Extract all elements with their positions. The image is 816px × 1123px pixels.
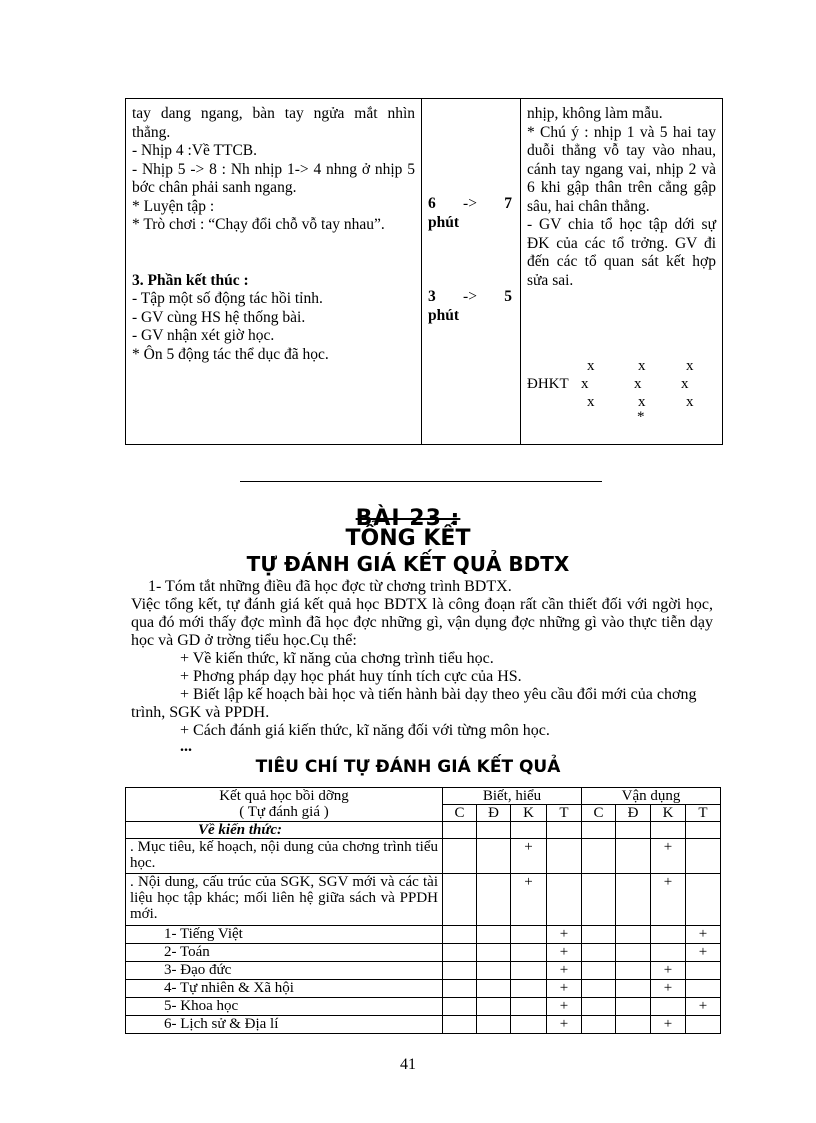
criteria-mark: + — [651, 962, 686, 980]
criteria-mark — [616, 998, 651, 1016]
activity-line: * Trò chơi : “Chạy đổi chỗ vỗ tay nhau”. — [132, 216, 385, 233]
formation-label: ĐHKT — [527, 376, 569, 392]
lesson-title: TỔNG KẾT — [345, 526, 471, 551]
criteria-mark — [477, 944, 511, 962]
criteria-mark — [582, 874, 616, 926]
time-ending: 3 -> 5 phút — [428, 288, 512, 324]
criteria-mark — [616, 1016, 651, 1034]
formation-mark: x — [681, 376, 689, 392]
criteria-label: 1- Tiếng Việt — [126, 926, 443, 944]
criteria-mark — [547, 839, 582, 874]
sub-header-cell: Đ — [477, 805, 511, 822]
criteria-mark — [443, 1016, 477, 1034]
criteria-row — [126, 839, 721, 874]
criteria-mark: + — [547, 1016, 582, 1034]
criteria-mark — [616, 980, 651, 998]
criteria-mark: + — [651, 839, 686, 874]
activity-column — [126, 99, 422, 445]
criteria-mark: + — [686, 944, 721, 962]
criteria-mark — [651, 926, 686, 944]
separator-line — [240, 481, 602, 482]
section3-title: 3. Phần kết thúc : — [132, 271, 249, 289]
criteria-row — [126, 874, 721, 926]
criteria-mark — [686, 1016, 721, 1034]
formation-mark: x — [686, 394, 694, 410]
criteria-mark: + — [651, 1016, 686, 1034]
criteria-table — [125, 787, 721, 1034]
criteria-mark: + — [511, 839, 547, 874]
criteria-mark — [547, 874, 582, 926]
criteria-label: 6- Lịch sử & Địa lí — [126, 1016, 443, 1034]
criteria-mark — [443, 962, 477, 980]
criteria-mark: + — [651, 874, 686, 926]
activity-line: - Nhịp 5 -> 8 : Nh nhịp 1-> 4 nhng ở nhịp 5 bớc chân phải sanh ngang. — [132, 160, 415, 196]
criteria-row — [126, 980, 721, 998]
criteria-mark: + — [547, 998, 582, 1016]
method-column — [521, 99, 723, 445]
criteria-mark — [511, 998, 547, 1016]
activity-line: tay dang ngang, bàn tay ngửa mắt nhìn thẳng. — [132, 105, 415, 141]
activity-line: * Ôn 5 động tác thể dục đã học. — [132, 345, 329, 363]
section-knowledge: Về kiến thức: — [126, 822, 443, 839]
item-method: + Phơng pháp dạy học phát huy tính tích cực của HS. — [180, 668, 522, 685]
sub-header-cell: C — [443, 805, 477, 822]
criteria-mark — [651, 998, 686, 1016]
intro-paragraph: Việc tổng kết, tự đánh giá kết quả học BDTX là công đoạn rất cần thiết đối với ngời học, qua đó mới thấy đợc mình đã học đợc những gì, vận dụng đợc những gì vào thực tiễn dạy học và GD ở trờng tiểu học.Cụ thể: — [131, 596, 713, 649]
criteria-mark — [686, 874, 721, 926]
criteria-mark: + — [651, 980, 686, 998]
item-assessment: + Cách đánh giá kiến thức, kĩ năng đối với từng môn học. — [180, 722, 550, 739]
criteria-mark: + — [547, 980, 582, 998]
formation-mark: x — [638, 394, 646, 410]
criteria-mark — [477, 839, 511, 874]
activity-line: - Nhịp 4 :Về TTCB. — [132, 142, 257, 159]
criteria-mark — [443, 980, 477, 998]
criteria-mark — [616, 839, 651, 874]
item-knowledge: + Về kiến thức, kĩ năng của chơng trình tiểu học. — [180, 650, 494, 667]
criteria-mark — [477, 926, 511, 944]
criteria-mark — [616, 962, 651, 980]
summary-heading: 1- Tóm tắt những điều đã học đợc từ chơng trình BDTX. — [148, 578, 512, 595]
criteria-label: . Mục tiêu, kế hoạch, nội dung của chơng trình tiểu học. — [126, 839, 443, 874]
criteria-label: 4- Tự nhiên & Xã hội — [126, 980, 443, 998]
criteria-mark — [582, 839, 616, 874]
page-number: 41 — [400, 1056, 416, 1073]
sub-header-cell: Đ — [616, 805, 651, 822]
criteria-row — [126, 944, 721, 962]
lesson-number: BÀI 23 : — [355, 506, 461, 531]
teacher-mark: * — [637, 409, 645, 425]
criteria-mark — [582, 962, 616, 980]
criteria-mark — [511, 926, 547, 944]
formation-mark: x — [581, 376, 589, 392]
item-ellipsis: ... — [180, 738, 192, 755]
criteria-mark — [582, 998, 616, 1016]
criteria-mark: + — [686, 926, 721, 944]
method-text: nhịp, không làm mẫu. * Chú ý : nhịp 1 và 5 hai tay duỗi thẳng vỗ tay vào nhau, cánh tay ngang vai, nhịp 2 và 6 khi gập thân trên cẳng gập sâu, hai chân thẳng. - GV chia tổ học tập dới sự ĐK của các tổ trởng. GV đi đến các tổ quan sát kết hợp sửa sai. — [527, 105, 716, 289]
formation-mark: x — [686, 358, 694, 374]
criteria-mark — [616, 926, 651, 944]
criteria-label: 5- Khoa học — [126, 998, 443, 1016]
criteria-mark: + — [547, 962, 582, 980]
criteria-title: TIÊU CHÍ TỰ ĐÁNH GIÁ KẾT QUẢ — [255, 757, 561, 777]
criteria-mark — [443, 839, 477, 874]
criteria-mark — [616, 874, 651, 926]
criteria-mark — [511, 944, 547, 962]
sub-header-cell: C — [582, 805, 616, 822]
criteria-mark — [582, 926, 616, 944]
result-header: Kết quả học bồi dỡng ( Tự đánh giá ) — [126, 788, 443, 822]
criteria-row — [126, 998, 721, 1016]
criteria-label: . Nội dung, cấu trúc của SGK, SGV mới và các tài liệu học tập khác; mối liên hệ giữa sách và PPDH mới. — [126, 874, 443, 926]
criteria-label: 3- Đạo đức — [126, 962, 443, 980]
criteria-mark — [686, 962, 721, 980]
criteria-mark — [511, 980, 547, 998]
activity-lines — [132, 105, 415, 235]
criteria-label: 2- Toán — [126, 944, 443, 962]
activity-line: - Tập một số động tác hồi tỉnh. — [132, 290, 323, 307]
criteria-mark — [582, 1016, 616, 1034]
criteria-mark — [511, 1016, 547, 1034]
formation-mark: x — [634, 376, 642, 392]
criteria-mark — [443, 998, 477, 1016]
criteria-mark: + — [547, 926, 582, 944]
criteria-mark — [477, 980, 511, 998]
criteria-row — [126, 926, 721, 944]
criteria-mark — [443, 874, 477, 926]
activity-line: - GV cùng HS hệ thống bài. — [132, 308, 306, 326]
criteria-mark: + — [511, 874, 547, 926]
sub-header-cell: K — [651, 805, 686, 822]
criteria-mark — [686, 980, 721, 998]
criteria-mark: + — [547, 944, 582, 962]
activity-line: - GV nhận xét giờ học. — [132, 327, 275, 344]
formation-mark: x — [638, 358, 646, 374]
criteria-mark — [477, 1016, 511, 1034]
criteria-row — [126, 1016, 721, 1034]
formation-mark: x — [587, 358, 595, 374]
sub-header-cell: T — [686, 805, 721, 822]
time-practice: 6 -> 7 phút — [428, 195, 512, 231]
criteria-mark — [582, 944, 616, 962]
group-understand: Biết, hiểu — [443, 788, 582, 805]
item-planning: + Biết lập kế hoạch bài học và tiến hành bài dạy theo yêu cầu đổi mới của chơng trình, SGK và PPDH. — [131, 686, 697, 721]
criteria-mark — [477, 998, 511, 1016]
criteria-mark — [443, 926, 477, 944]
criteria-mark — [511, 962, 547, 980]
criteria-mark: + — [686, 998, 721, 1016]
formation-mark: x — [587, 394, 595, 410]
criteria-mark — [477, 874, 511, 926]
criteria-mark — [582, 980, 616, 998]
criteria-row — [126, 962, 721, 980]
criteria-mark — [616, 944, 651, 962]
sub-header-cell: T — [547, 805, 582, 822]
criteria-mark — [477, 962, 511, 980]
criteria-mark — [651, 944, 686, 962]
criteria-mark — [686, 839, 721, 874]
lesson-subtitle: TỰ ĐÁNH GIÁ KẾT QUẢ BDTX — [246, 552, 570, 576]
time-column — [422, 99, 521, 445]
group-apply: Vận dụng — [582, 788, 721, 805]
sub-header-cell: K — [511, 805, 547, 822]
criteria-mark — [443, 944, 477, 962]
lesson-plan-table — [125, 98, 723, 445]
activity-line: * Luyện tập : — [132, 197, 215, 215]
section3-lines — [132, 290, 415, 364]
